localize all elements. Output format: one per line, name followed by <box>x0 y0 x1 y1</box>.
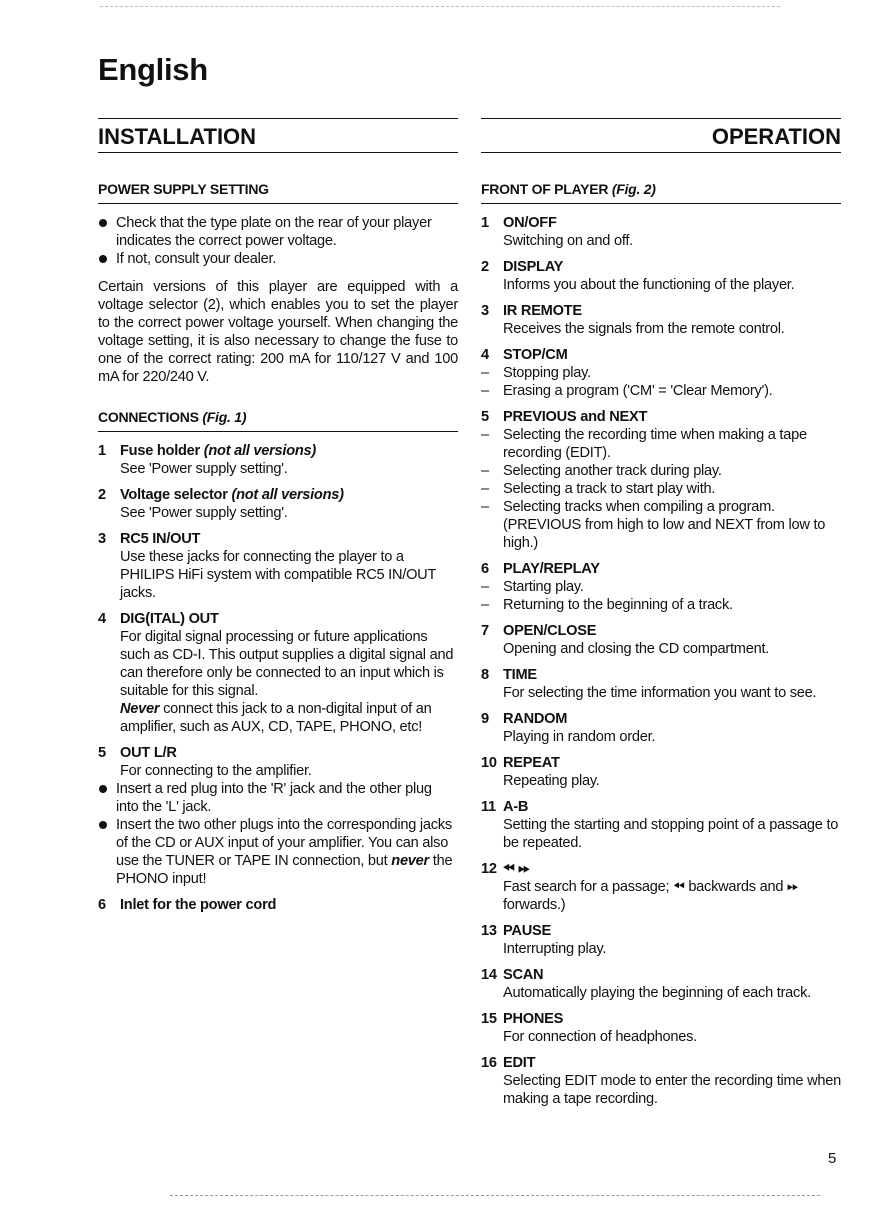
dash-item <box>481 462 841 480</box>
section-title <box>98 180 458 204</box>
item-number: 1 <box>481 215 489 231</box>
item-text <box>481 940 841 958</box>
item-text <box>98 460 458 478</box>
item-heading <box>98 896 458 914</box>
item-number: 6 <box>481 561 489 577</box>
text-run: and <box>576 409 610 425</box>
numbered-item <box>481 860 841 914</box>
item-number: 4 <box>481 347 489 363</box>
text-run: For connection of headphones. <box>503 1029 697 1045</box>
dash-item <box>481 498 841 552</box>
text-run: Use these jacks for connecting the player to a PHILIPS HiFi system with compatible RC5 IN/OUT jacks. <box>120 549 436 601</box>
section <box>98 408 458 914</box>
bullet-item <box>98 214 458 250</box>
item-text <box>98 548 458 602</box>
paragraph <box>98 278 458 386</box>
numbered-item <box>481 214 841 250</box>
text-run: Stopping play. <box>503 365 591 381</box>
text-run: Interrupting play. <box>503 941 607 957</box>
numbered-item <box>98 486 458 522</box>
item-number: 14 <box>481 967 497 983</box>
section <box>98 180 458 386</box>
page-number: 5 <box>828 1150 837 1167</box>
item-text <box>481 878 841 914</box>
text-run: Certain versions of this player are equipped with a voltage selector (2), which enables you to set the player to the correct power voltage yourself. When changing the voltage setting, it is also necessary to change the fuse to one of the correct rating: 200 mA for 110/127 V and 100 mA for 220/240 V. <box>98 279 458 385</box>
text-run: (ITAL) <box>145 611 185 627</box>
text-run: PAUSE <box>503 923 551 939</box>
section-title <box>481 180 841 204</box>
text-run: connect this jack to a non-digital input of an amplifier, such as AUX, CD, TAPE, PHONO, etc! <box>120 701 432 735</box>
text-run: OUT <box>184 611 219 627</box>
text-run: RANDOM <box>503 711 568 727</box>
text-run: Voltage selector <box>120 487 232 503</box>
section <box>481 180 841 1108</box>
text-run: never <box>391 853 429 869</box>
text-run: Returning to the beginning of a track. <box>503 597 733 613</box>
text-run: If not, consult your dealer. <box>116 251 277 267</box>
operation-column <box>481 180 841 1108</box>
text-run: IR REMOTE <box>503 303 582 319</box>
item-number: 9 <box>481 711 489 727</box>
item-text <box>481 728 841 746</box>
text-run: Insert the two other plugs into the corresponding jacks of the CD or AUX input of your amplifier. You can also use the TUNER or TAPE IN connection, but <box>116 817 452 869</box>
item-text <box>481 816 841 852</box>
item-number: 3 <box>98 531 106 547</box>
text-run: Setting the starting and stopping point of a passage to be repeated. <box>503 817 839 851</box>
numbered-item <box>481 798 841 852</box>
item-number: 10 <box>481 755 497 771</box>
item-text <box>481 1028 841 1046</box>
text-run: Selecting a track to start play with. <box>503 481 716 497</box>
text-run: ⏪︎ ⏩︎ <box>503 861 530 877</box>
item-heading <box>481 560 841 578</box>
item-number: 3 <box>481 303 489 319</box>
item-number: 2 <box>98 487 106 503</box>
text-run: POWER SUPPLY SETTING <box>98 181 269 197</box>
bullet-item <box>98 816 458 888</box>
text-run: For selecting the time information you want to see. <box>503 685 817 701</box>
numbered-item <box>98 530 458 602</box>
text-run: (Fig. 1) <box>202 409 247 425</box>
numbered-item <box>481 1054 841 1108</box>
text-run: Fuse holder <box>120 443 204 459</box>
numbered-item <box>98 610 458 736</box>
text-run: OUT L/R <box>120 745 177 761</box>
item-text <box>481 640 841 658</box>
item-heading <box>481 258 841 276</box>
item-heading <box>481 214 841 232</box>
item-number: 5 <box>98 745 106 761</box>
item-text <box>98 762 458 780</box>
numbered-item <box>481 966 841 1002</box>
item-number: 16 <box>481 1055 497 1071</box>
item-text <box>98 628 458 700</box>
item-heading <box>481 408 841 426</box>
text-run: For digital signal processing or future applications such as CD-I. This output supplies a digital signal and can therefore only be connected to an input which is suitable for this signal. <box>120 629 454 699</box>
item-heading <box>481 922 841 940</box>
dash-item <box>481 426 841 462</box>
text-run: the PHONO input! <box>116 853 453 887</box>
item-heading <box>481 1010 841 1028</box>
item-number: 2 <box>481 259 489 275</box>
item-heading <box>481 622 841 640</box>
operation-heading: OPERATION <box>481 118 841 153</box>
item-number: 15 <box>481 1011 497 1027</box>
text-run: FRONT OF PLAYER <box>481 181 612 197</box>
scan-artifact-bottom <box>170 1195 820 1196</box>
text-run: (not all versions) <box>203 443 317 459</box>
item-text <box>481 984 841 1002</box>
text-run: Playing in random order. <box>503 729 656 745</box>
item-text <box>481 320 841 338</box>
language-title: English <box>98 52 208 87</box>
dash-item <box>481 364 841 382</box>
text-run: A-B <box>503 799 529 815</box>
item-number: 5 <box>481 409 489 425</box>
text-run: Switching on and off. <box>503 233 633 249</box>
item-text <box>481 1072 841 1108</box>
text-run: OPEN/CLOSE <box>503 623 597 639</box>
numbered-item <box>481 408 841 552</box>
text-run: Fast search for a passage; ⏪︎ backwards and ⏩︎ forwards.) <box>503 879 799 913</box>
installation-column <box>98 180 458 914</box>
numbered-item <box>481 922 841 958</box>
text-run: Repeating play. <box>503 773 600 789</box>
text-run: Check that the type plate on the rear of your player indicates the correct power voltage. <box>116 215 432 249</box>
text-run: Selecting another track during play. <box>503 463 722 479</box>
item-heading <box>481 754 841 772</box>
item-heading <box>98 744 458 762</box>
numbered-item <box>481 346 841 400</box>
numbered-item <box>98 896 458 914</box>
scan-artifact-top <box>100 6 780 9</box>
text-run: (Fig. 2) <box>611 181 656 197</box>
item-heading <box>98 610 458 628</box>
item-heading <box>481 302 841 320</box>
item-heading <box>481 966 841 984</box>
numbered-item <box>481 258 841 294</box>
text-run: PREVIOUS <box>503 409 577 425</box>
text-run: Insert a red plug into the 'R' jack and the other plug into the 'L' jack. <box>116 781 432 815</box>
item-number: 13 <box>481 923 497 939</box>
numbered-item <box>481 560 841 614</box>
text-run: ON/OFF <box>503 215 557 231</box>
text-run: Never <box>120 701 160 717</box>
numbered-item <box>98 744 458 780</box>
text-run: Selecting EDIT mode to enter the recording time when making a tape recording. <box>503 1073 841 1107</box>
text-run: SCAN <box>503 967 544 983</box>
text-run: RC5 IN/OUT <box>120 531 201 547</box>
numbered-item <box>481 1010 841 1046</box>
text-run: DISPLAY <box>503 259 564 275</box>
text-run: See 'Power supply setting'. <box>120 461 288 477</box>
text-run: Receives the signals from the remote control. <box>503 321 785 337</box>
text-run: Selecting tracks when compiling a program. (PREVIOUS from high to low and NEXT from low to high.) <box>503 499 826 551</box>
numbered-item <box>481 302 841 338</box>
text-run: Starting play. <box>503 579 584 595</box>
text-run: For connecting to the amplifier. <box>120 763 312 779</box>
dash-item <box>481 382 841 400</box>
item-text <box>98 504 458 522</box>
installation-heading: INSTALLATION <box>98 118 458 153</box>
item-text <box>481 232 841 250</box>
text-run: CONNECTIONS <box>98 409 203 425</box>
text-run: PLAY/REPLAY <box>503 561 600 577</box>
text-run: PHONES <box>503 1011 564 1027</box>
item-number: 7 <box>481 623 489 639</box>
numbered-item <box>98 442 458 478</box>
item-text <box>98 700 458 736</box>
numbered-item <box>481 622 841 658</box>
text-run: Inlet for the power cord <box>120 897 277 913</box>
item-text <box>481 772 841 790</box>
text-run: Automatically playing the beginning of each track. <box>503 985 811 1001</box>
numbered-item <box>481 666 841 702</box>
item-text <box>481 276 841 294</box>
item-number: 4 <box>98 611 106 627</box>
bullet-item <box>98 780 458 816</box>
item-number: 8 <box>481 667 489 683</box>
item-heading <box>98 442 458 460</box>
numbered-item <box>481 754 841 790</box>
item-heading <box>481 710 841 728</box>
item-heading <box>481 798 841 816</box>
numbered-item <box>481 710 841 746</box>
text-run: Selecting the recording time when making a tape recording (EDIT). <box>503 427 807 461</box>
item-heading <box>481 346 841 364</box>
text-run: STOP/CM <box>503 347 568 363</box>
item-number: 1 <box>98 443 106 459</box>
item-heading <box>481 1054 841 1072</box>
text-run: EDIT <box>503 1055 536 1071</box>
text-run: Opening and closing the CD compartment. <box>503 641 770 657</box>
item-heading <box>98 486 458 504</box>
item-heading <box>481 666 841 684</box>
dash-item <box>481 596 841 614</box>
item-number: 11 <box>481 799 496 815</box>
text-run: Erasing a program ('CM' = 'Clear Memory'). <box>503 383 773 399</box>
text-run: DIG <box>120 611 146 627</box>
item-heading <box>481 860 841 878</box>
text-run: TIME <box>503 667 537 683</box>
bullet-item <box>98 250 458 268</box>
section-title <box>98 408 458 432</box>
dash-item <box>481 578 841 596</box>
item-number: 6 <box>98 897 106 913</box>
item-heading <box>98 530 458 548</box>
dash-item <box>481 480 841 498</box>
text-run: See 'Power supply setting'. <box>120 505 288 521</box>
text-run: NEXT <box>609 409 648 425</box>
text-run: (not all versions) <box>231 487 344 503</box>
item-number: 12 <box>481 861 497 877</box>
text-run: REPEAT <box>503 755 560 771</box>
item-text <box>481 684 841 702</box>
text-run: Informs you about the functioning of the player. <box>503 277 795 293</box>
